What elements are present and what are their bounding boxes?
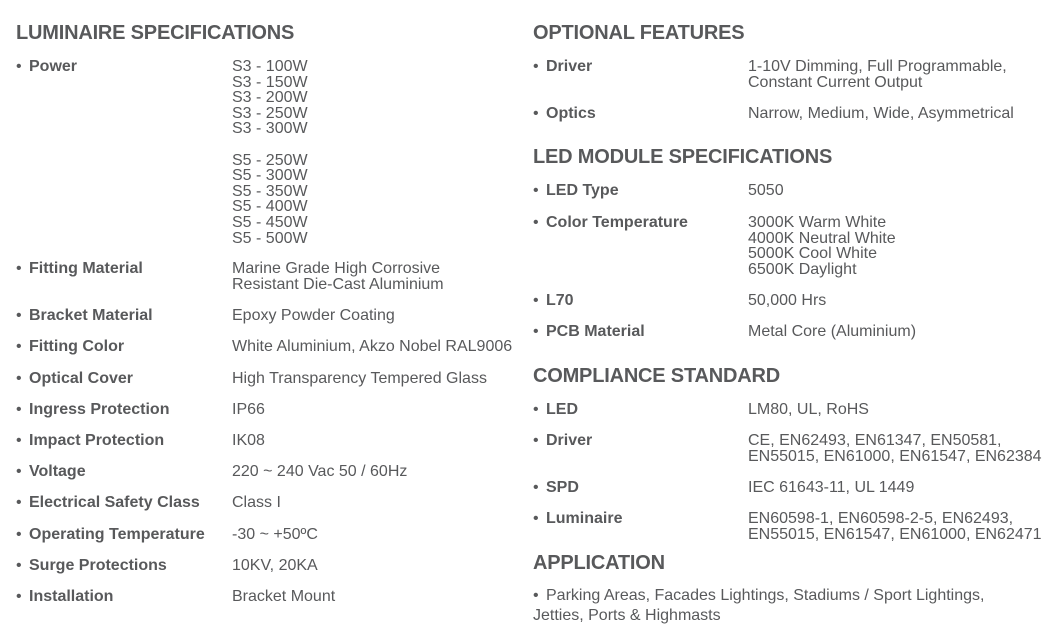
bullet-icon: • — [533, 292, 539, 309]
section-title: LUMINAIRE SPECIFICATIONS — [16, 22, 295, 44]
power-option: S3 - 200W — [232, 89, 308, 107]
spec-label: • Electrical Safety Class — [16, 494, 200, 511]
spec-label: • L70 — [533, 292, 574, 309]
spec-value: IK08 — [232, 432, 265, 449]
spec-label: • Voltage — [16, 463, 86, 480]
spec-value: IP66 — [232, 401, 265, 418]
bullet-icon: • — [16, 463, 22, 480]
spec-value: Marine Grade High Corrosive Resistant Die-Cast Aluminium — [232, 260, 444, 293]
bullet-icon: • — [16, 432, 22, 449]
spec-label: • Power — [16, 58, 78, 75]
bullet-icon: • — [533, 510, 539, 527]
spec-label: • Bracket Material — [16, 307, 153, 324]
spec-label: • LED Type — [533, 182, 619, 199]
bullet-icon: • — [16, 557, 22, 574]
spec-value: Epoxy Powder Coating — [232, 307, 395, 324]
bullet-icon: • — [16, 526, 22, 543]
spec-value: CE, EN62493, EN61347, EN50581, EN55015, EN61000, EN61547, EN62384 — [748, 432, 1042, 465]
spec-label: • Optical Cover — [16, 370, 134, 387]
power-option: S5 - 350W — [232, 182, 308, 200]
section-title: OPTIONAL FEATURES — [533, 22, 745, 44]
bullet-icon: • — [533, 587, 539, 604]
bullet-icon: • — [533, 105, 539, 122]
section-title: LED MODULE SPECIFICATIONS — [533, 146, 833, 168]
spec-label: • Color Temperature — [533, 214, 688, 231]
spec-label: • SPD — [533, 479, 579, 496]
power-option: S5 - 250W — [232, 151, 308, 169]
power-option: S3 - 250W — [232, 104, 308, 122]
spec-label: • LED — [533, 401, 578, 418]
section-title: APPLICATION — [533, 552, 665, 574]
spec-value: 3000K Warm White 4000K Neutral White 5000K Cool White 6500K Daylight — [748, 214, 896, 278]
spec-value: High Transparency Tempered Glass — [232, 370, 487, 387]
bullet-icon: • — [533, 323, 539, 340]
bullet-icon: • — [16, 588, 22, 605]
bullet-icon: • — [16, 370, 22, 387]
spec-value: LM80, UL, RoHS — [748, 401, 869, 418]
spec-label: • Fitting Material — [16, 260, 143, 277]
spec-value: 220 ~ 240 Vac 50 / 60Hz — [232, 463, 408, 480]
spec-label: • Luminaire — [533, 510, 623, 527]
bullet-icon: • — [16, 401, 22, 418]
spec-value: Bracket Mount — [232, 588, 336, 605]
spec-label: • Driver — [533, 432, 593, 449]
bullet-icon: • — [533, 479, 539, 496]
spec-value: White Aluminium, Akzo Nobel RAL9006 — [232, 338, 513, 355]
spec-value: -30 ~ +50ºC — [232, 526, 318, 543]
bullet-icon: • — [533, 401, 539, 418]
spec-value-power-list — [232, 59, 308, 246]
spec-label: • Surge Protections — [16, 557, 167, 574]
bullet-icon: • — [16, 338, 22, 355]
bullet-icon: • — [533, 58, 539, 75]
spec-label: • Operating Temperature — [16, 526, 205, 543]
power-option: S5 - 300W — [232, 167, 308, 185]
spec-label: • Fitting Color — [16, 338, 125, 355]
power-option: S5 - 400W — [232, 198, 308, 216]
spec-value: 5050 — [748, 182, 784, 199]
bullet-icon: • — [533, 214, 539, 231]
spec-value: IEC 61643-11, UL 1449 — [748, 479, 915, 496]
spec-label: • Installation — [16, 588, 114, 605]
power-option: S5 - 450W — [232, 213, 308, 231]
spec-value: 50,000 Hrs — [748, 292, 827, 309]
power-option: S3 - 150W — [232, 73, 308, 91]
bullet-icon: • — [16, 58, 22, 75]
bullet-icon: • — [533, 432, 539, 449]
spec-label: • Impact Protection — [16, 432, 165, 449]
power-option: S3 - 100W — [232, 58, 308, 75]
bullet-icon: • — [533, 182, 539, 199]
spec-value: 1-10V Dimming, Full Programmable, Constant Current Output — [748, 58, 1007, 91]
application-text: Parking Areas, Facades Lightings, Stadiums / Sport Lightings, Jetties, Ports & Highmasts — [533, 587, 985, 624]
bullet-icon: • — [16, 494, 22, 511]
power-option: S3 - 300W — [232, 120, 308, 138]
section-title: COMPLIANCE STANDARD — [533, 365, 780, 387]
spec-value: Class I — [232, 494, 281, 511]
spec-label: • Driver — [533, 58, 593, 75]
spec-label: • Ingress Protection — [16, 401, 170, 418]
power-option: S5 - 500W — [232, 229, 308, 247]
spec-value: 10KV, 20KA — [232, 557, 318, 574]
spec-label: • PCB Material — [533, 323, 645, 340]
application-item — [533, 586, 1033, 626]
spec-value: EN60598-1, EN60598-2-5, EN62493, EN55015, EN61547, EN61000, EN62471 — [748, 510, 1042, 543]
bullet-icon: • — [16, 260, 22, 277]
spec-value: Metal Core (Aluminium) — [748, 323, 917, 340]
spec-value: Narrow, Medium, Wide, Asymmetrical — [748, 105, 1014, 122]
bullet-icon: • — [16, 307, 22, 324]
spec-label: • Optics — [533, 105, 596, 122]
